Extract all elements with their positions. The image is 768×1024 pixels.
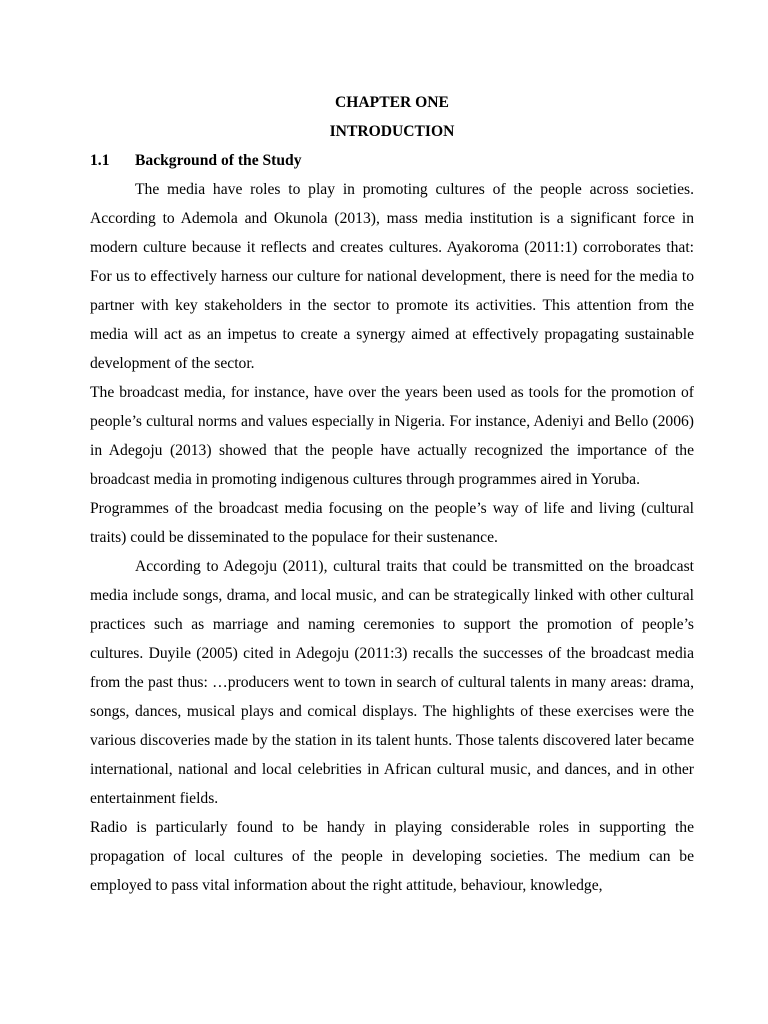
- chapter-label: CHAPTER ONE: [335, 94, 449, 111]
- section-heading: [90, 146, 694, 175]
- paragraph: The media have roles to play in promoting cultures of the people across societies. According to Ademola and Okunola (2013), mass media institution is a significant force in modern culture because it reflects and creates cultures. Ayakoroma (2011:1) corroborates that: For us to effectively harness our culture for national development, there is need for the media to partner with key stakeholders in the sector to promote its activities. This attention from the media will act as an impetus to create a synergy aimed at effectively propagating sustainable development of the sector.: [90, 181, 694, 372]
- document-body: [90, 88, 694, 900]
- paragraph: Programmes of the broadcast media focusing on the people’s way of life and living (cultural traits) could be disseminated to the populace for their sustenance.: [90, 500, 694, 546]
- paragraph: The broadcast media, for instance, have over the years been used as tools for the promotion of people’s cultural norms and values especially in Nigeria. For instance, Adeniyi and Bello (2006) in Adegoju (2013) showed that the people have actually recognized the importance of the broadcast media in promoting indigenous cultures through programmes aired in Yoruba.: [90, 384, 694, 488]
- paragraph: Radio is particularly found to be handy in playing considerable roles in supporting the propagation of local cultures of the people in developing societies. The medium can be employed to pass vital information about the right attitude, behaviour, knowledge,: [90, 819, 694, 894]
- chapter-title: INTRODUCTION: [329, 123, 455, 140]
- section-title: Background of the Study: [135, 152, 302, 169]
- paragraph: According to Adegoju (2011), cultural traits that could be transmitted on the broadcast media include songs, drama, and local music, and can be strategically linked with other cultural practices such as marriage and naming ceremonies to support the promotion of people’s cultures. Duyile (2005) cited in Adegoju (2011:3) recalls the successes of the broadcast media from the past thus: …producers went to town in search of cultural talents in many areas: drama, songs, dances, musical plays and comical displays. The highlights of these exercises were the various discoveries made by the station in its talent hunts. Those talents discovered later became international, national and local celebrities in African cultural music, and dances, and in other entertainment fields.: [90, 558, 694, 807]
- section-number: 1.1: [90, 152, 110, 169]
